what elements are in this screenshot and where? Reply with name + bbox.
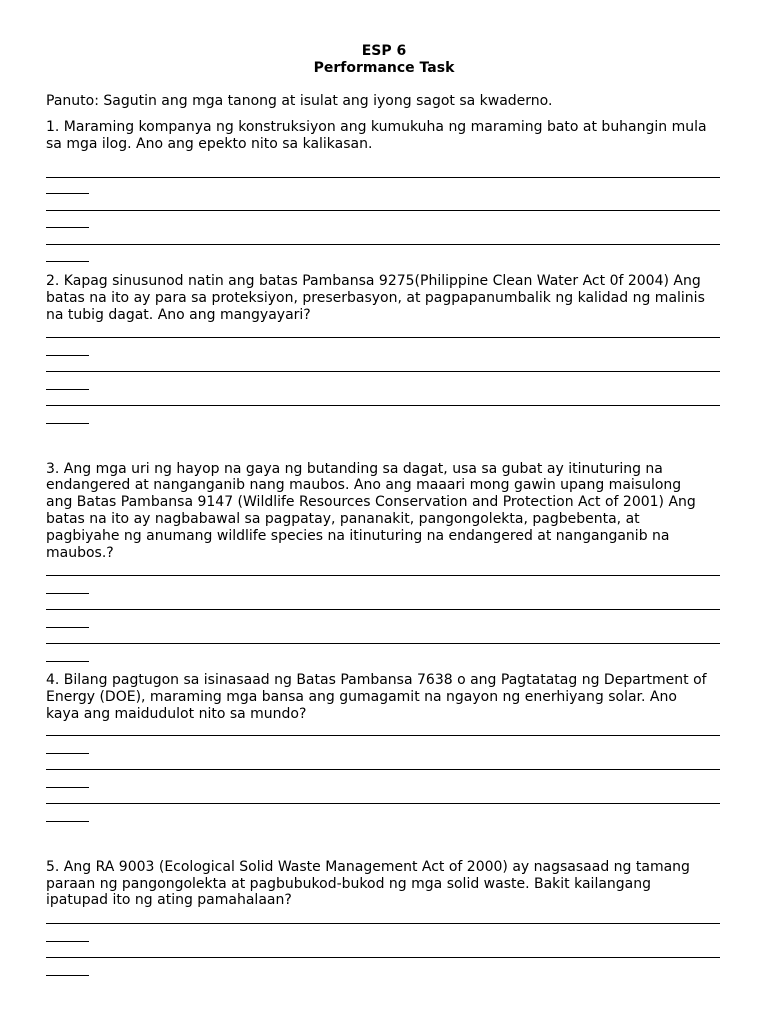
question-text-line: sa mga ilog. Ano ang epekto nito sa kalikasan. — [46, 136, 373, 152]
answer-line-stub — [46, 227, 89, 228]
answer-line-stub — [46, 261, 89, 262]
question-text-line: paraan ng pangongolekta at pagbubukod-bukod ng mga solid waste. Bakit kailangang — [46, 876, 652, 892]
answer-line[interactable] — [46, 337, 720, 338]
question-text-line: batas na ito ay nagbabawal sa pagpatay, pananakit, pangongolekta, pagbebenta, at — [46, 511, 640, 527]
answer-line-stub — [46, 821, 89, 822]
question-text-line: pagbiyahe ng anumang wildlife species na itinuturing na endangered at nanganganib na — [46, 528, 670, 544]
instructions: Panuto: Sagutin ang mga tanong at isulat ang iyong sagot sa kwaderno. — [46, 93, 553, 109]
question-text-line: ang Batas Pambansa 9147 (Wildlife Resources Conservation and Protection Act of 2001) Ang — [46, 494, 696, 510]
question-text-line: 3. Ang mga uri ng hayop na gaya ng butanding sa dagat, usa sa gubat ay itinuturing na — [46, 461, 663, 477]
question-text-line: 5. Ang RA 9003 (Ecological Solid Waste Management Act of 2000) ay nagsasaad ng tamang — [46, 859, 690, 875]
answer-line-stub — [46, 627, 89, 628]
answer-line-stub — [46, 753, 89, 754]
question-text-line: 4. Bilang pagtugon sa isinasaad ng Batas Pambansa 7638 o ang Pagtatatag ng Department of — [46, 672, 707, 688]
answer-line-stub — [46, 975, 89, 976]
answer-line-stub — [46, 193, 89, 194]
answer-line[interactable] — [46, 803, 720, 804]
answer-line[interactable] — [46, 405, 720, 406]
question-text-line: kaya ang maidudulot nito sa mundo? — [46, 706, 307, 722]
question-text-line: maubos.? — [46, 545, 114, 561]
answer-line[interactable] — [46, 371, 720, 372]
answer-line-stub — [46, 661, 89, 662]
answer-line[interactable] — [46, 735, 720, 736]
answer-line[interactable] — [46, 575, 720, 576]
answer-line-stub — [46, 423, 89, 424]
question-text-line: ipatupad ito ng ating pamahalaan? — [46, 892, 292, 908]
question-text-line: endangered at nanganganib nang maubos. Ano ang maaari mong gawin upang maisulong — [46, 477, 682, 493]
answer-line[interactable] — [46, 244, 720, 245]
answer-line[interactable] — [46, 643, 720, 644]
question-text-line: batas na ito ay para sa proteksiyon, preserbasyon, at pagpapanumbalik ng kalidad ng malinis — [46, 290, 705, 306]
answer-line[interactable] — [46, 210, 720, 211]
subject-heading: ESP 6 — [361, 43, 407, 59]
answer-line-stub — [46, 941, 89, 942]
page-title: Performance Task — [313, 60, 455, 76]
question-text-line: 2. Kapag sinusunod natin ang batas Pambansa 9275(Philippine Clean Water Act 0f 2004) Ang — [46, 273, 701, 289]
question-text-line: 1. Maraming kompanya ng konstruksiyon ang kumukuha ng maraming bato at buhangin mula — [46, 119, 707, 135]
answer-line-stub — [46, 389, 89, 390]
answer-line[interactable] — [46, 923, 720, 924]
question-text-line: na tubig dagat. Ano ang mangyayari? — [46, 307, 311, 323]
answer-line[interactable] — [46, 957, 720, 958]
answer-line-stub — [46, 355, 89, 356]
answer-line[interactable] — [46, 177, 720, 178]
answer-line[interactable] — [46, 769, 720, 770]
answer-line[interactable] — [46, 609, 720, 610]
answer-line-stub — [46, 787, 89, 788]
question-text-line: Energy (DOE), maraming mga bansa ang gumagamit na ngayon ng enerhiyang solar. Ano — [46, 689, 677, 705]
answer-line-stub — [46, 593, 89, 594]
